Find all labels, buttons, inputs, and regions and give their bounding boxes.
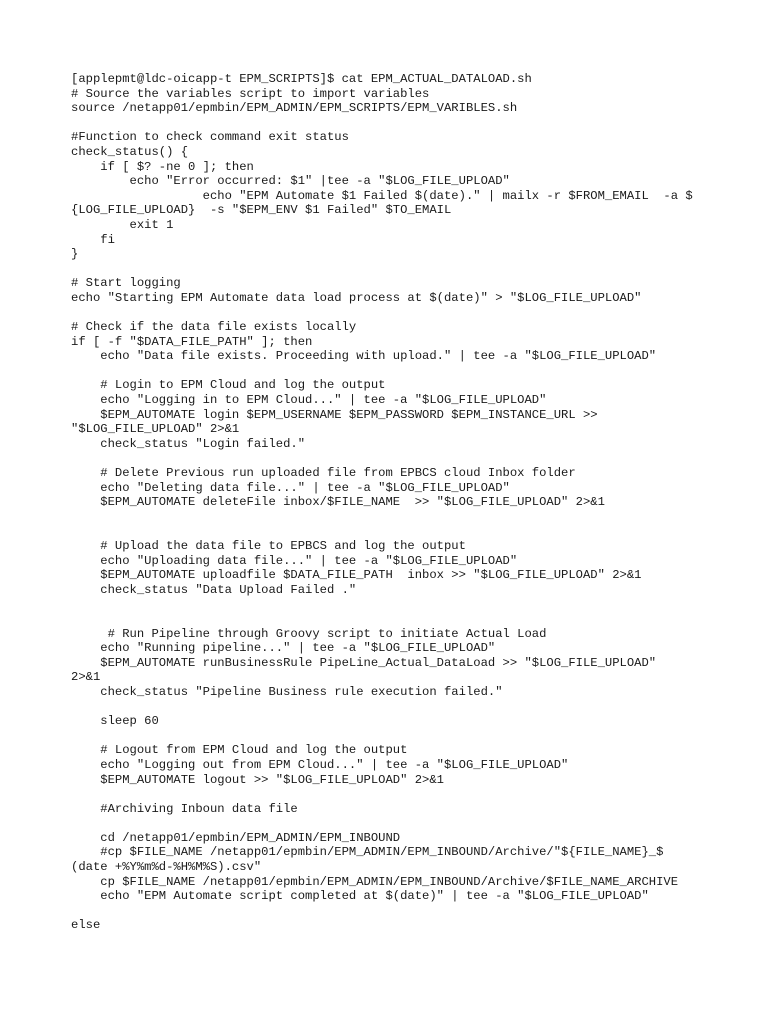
code-line: $EPM_AUTOMATE runBusinessRule PipeLine_Actual_DataLoad >> "$LOG_FILE_UPLOAD" [71,655,657,670]
code-line: $EPM_AUTOMATE uploadfile $DATA_FILE_PATH inbox >> "$LOG_FILE_UPLOAD" 2>&1 [71,568,642,583]
code-line [71,364,751,379]
code-line: check_status "Data Upload Failed ." [71,582,357,597]
code-line: # Delete Previous run uploaded file from EPBCS cloud Inbox folder [71,466,576,481]
code-line: echo "EPM Automate $1 Failed $(date)." | mailx -r $FROM_EMAIL -a $ [71,188,693,203]
document-page [71,72,751,933]
code-line: #Archiving Inboun data file [71,801,298,816]
code-line [71,904,751,919]
code-line: source /netapp01/epmbin/EPM_ADMIN/EPM_SCRIPTS/EPM_VARIBLES.sh [71,101,518,116]
code-line [71,524,751,539]
code-line: echo "Deleting data file..." | tee -a "$LOG_FILE_UPLOAD" [71,480,510,495]
code-line [71,787,751,802]
code-line [71,451,751,466]
code-line: $EPM_AUTOMATE login $EPM_USERNAME $EPM_PASSWORD $EPM_INSTANCE_URL >> [71,407,598,422]
code-line: check_status "Login failed." [71,436,306,451]
code-line: $EPM_AUTOMATE logout >> "$LOG_FILE_UPLOAD" 2>&1 [71,772,444,787]
code-line: fi [71,232,115,247]
code-line [71,116,751,131]
code-line: sleep 60 [71,714,159,729]
code-line: #Function to check command exit status [71,130,349,145]
code-line: echo "Running pipeline..." | tee -a "$LOG_FILE_UPLOAD" [71,641,496,656]
code-line: echo "EPM Automate script completed at $(date)" | tee -a "$LOG_FILE_UPLOAD" [71,889,649,904]
code-line: } [71,247,79,262]
code-line: 2>&1 [71,670,101,685]
code-line: echo "Logging in to EPM Cloud..." | tee -a "$LOG_FILE_UPLOAD" [71,393,547,408]
code-line [71,729,751,744]
code-line: {LOG_FILE_UPLOAD} -s "$EPM_ENV $1 Failed" $TO_EMAIL [71,203,452,218]
code-line: echo "Logging out from EPM Cloud..." | tee -a "$LOG_FILE_UPLOAD" [71,757,569,772]
code-line: # Source the variables script to import variables [71,86,430,101]
code-line: # Login to EPM Cloud and log the output [71,378,386,393]
code-line: # Start logging [71,276,181,291]
code-line: check_status "Pipeline Business rule execution failed." [71,684,503,699]
code-line: # Run Pipeline through Groovy script to initiate Actual Load [71,626,547,641]
code-line: # Logout from EPM Cloud and log the output [71,743,408,758]
code-line: [applepmt@ldc-oicapp-t EPM_SCRIPTS]$ cat EPM_ACTUAL_DATALOAD.sh [71,72,532,86]
code-line: "$LOG_FILE_UPLOAD" 2>&1 [71,422,240,437]
code-line: $EPM_AUTOMATE deleteFile inbox/$FILE_NAME >> "$LOG_FILE_UPLOAD" 2>&1 [71,495,605,510]
code-line: cd /netapp01/epmbin/EPM_ADMIN/EPM_INBOUND [71,830,401,845]
code-line [71,612,751,627]
code-line: if [ $? -ne 0 ]; then [71,159,254,174]
code-line: # Upload the data file to EPBCS and log the output [71,539,466,553]
code-line [71,262,751,277]
code-line: #cp $FILE_NAME /netapp01/epmbin/EPM_ADMIN/EPM_INBOUND/Archive/"${FILE_NAME}_$ [71,845,664,860]
code-line: check_status() { [71,144,189,159]
code-line: echo "Error occurred: $1" |tee -a "$LOG_FILE_UPLOAD" [71,174,510,189]
code-line: exit 1 [71,217,174,232]
code-line [71,306,751,321]
code-line: echo "Uploading data file..." | tee -a "$LOG_FILE_UPLOAD" [71,553,518,568]
code-line [71,597,751,612]
code-line: echo "Starting EPM Automate data load process at $(date)" > "$LOG_FILE_UPLOAD" [71,290,642,305]
code-line [71,700,751,715]
code-line: if [ -f "$DATA_FILE_PATH" ]; then [71,334,313,349]
code-line: # Check if the data file exists locally [71,320,357,335]
code-line [71,816,751,831]
code-line: (date +%Y%m%d-%H%M%S).csv" [71,860,262,875]
code-line [71,510,751,525]
code-line: echo "Data file exists. Proceeding with upload." | tee -a "$LOG_FILE_UPLOAD" [71,349,657,364]
code-line: cp $FILE_NAME /netapp01/epmbin/EPM_ADMIN/EPM_INBOUND/Archive/$FILE_NAME_ARCHIVE [71,874,679,889]
code-line: else [71,918,101,933]
